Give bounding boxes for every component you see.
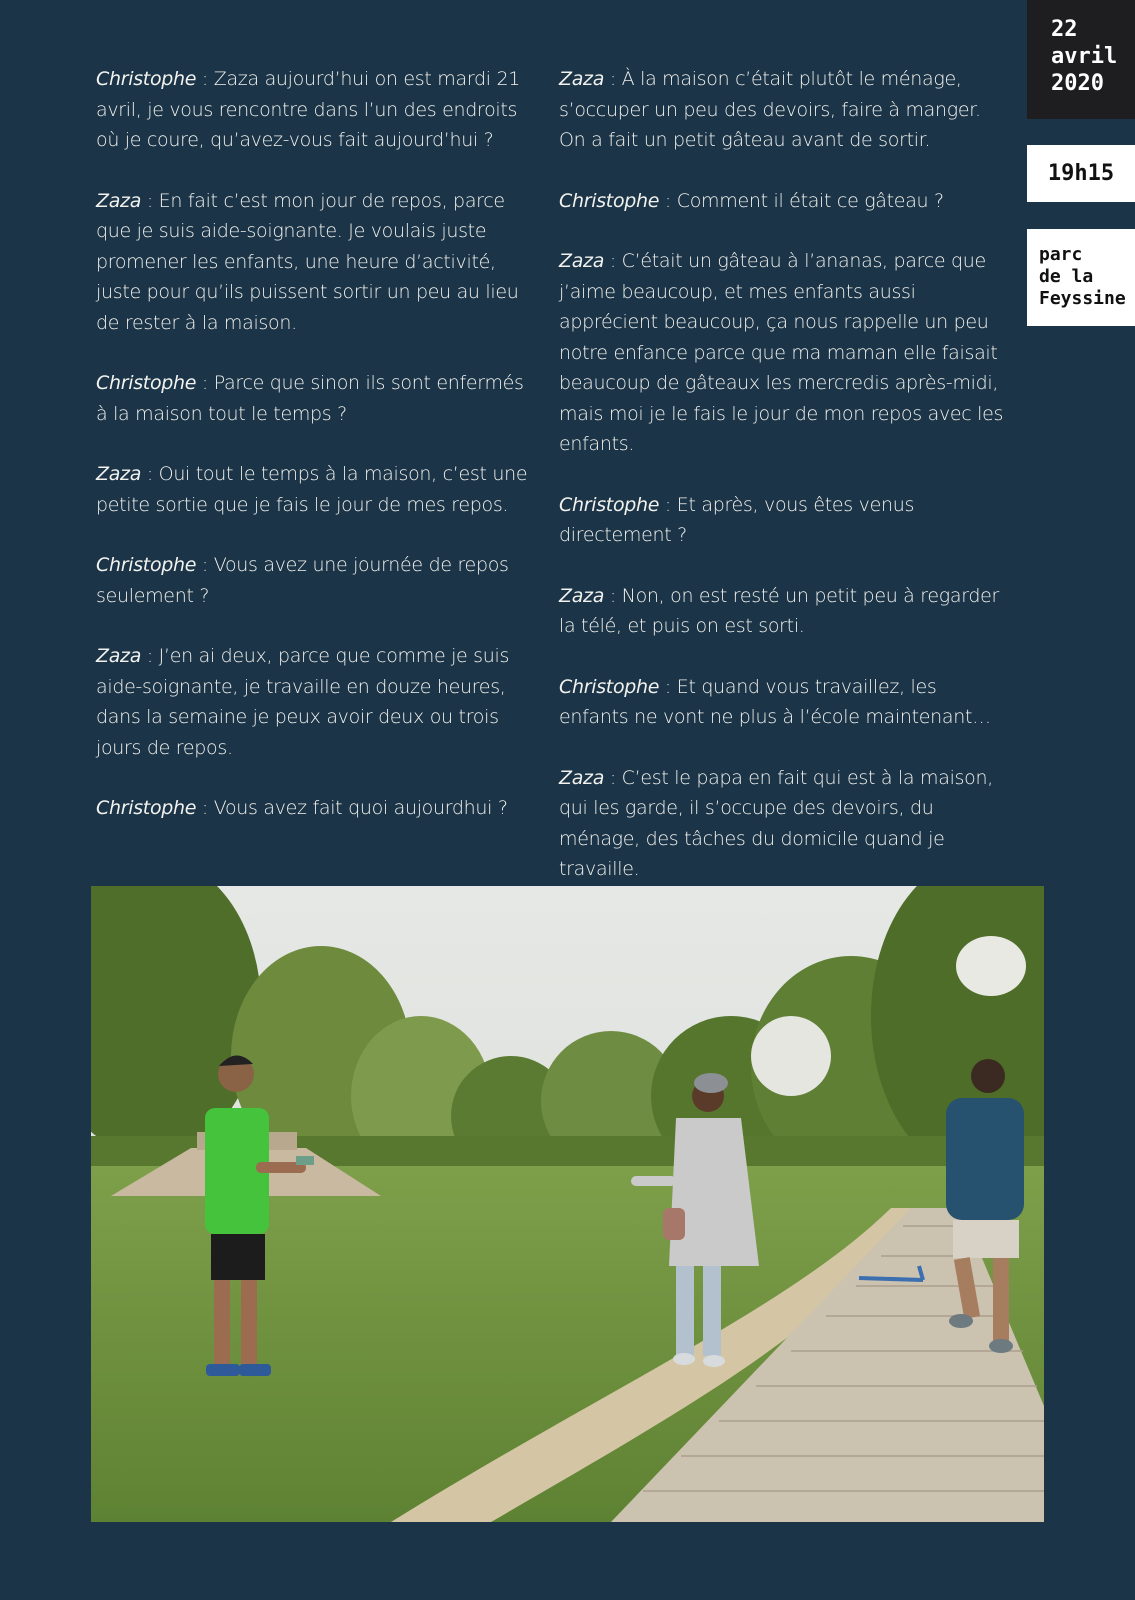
- turn-text: : Vous avez fait quoi aujourdhui ?: [196, 797, 508, 819]
- speaker-name: Zaza: [96, 645, 142, 667]
- dialogue-turn: [96, 550, 536, 611]
- speaker-name: Christophe: [559, 493, 660, 516]
- turn-text: : Oui tout le temps à la maison, c’est une petite sortie que je fais le jour de mes repos.: [96, 463, 528, 516]
- turn-text: : Et après, vous êtes venus directement ?: [559, 493, 915, 546]
- dialogue-turn: [559, 246, 1009, 460]
- date-month: avril: [1051, 44, 1118, 69]
- place-line: Feyssine: [1039, 288, 1126, 309]
- dialogue-turn: [559, 581, 1009, 642]
- park-photo: [91, 886, 1044, 1522]
- speaker-name: Christophe: [96, 372, 197, 394]
- turn-text: : J’en ai deux, parce que comme je suis aide-soignante, je travaille en douze heures, dans la semaine je peux avoir deux ou trois jours de repos.: [96, 645, 510, 759]
- dialogue-column-right: [559, 64, 1009, 915]
- turn-text: : Comment il était ce gâteau ?: [659, 189, 944, 212]
- turn-text: : Et quand vous travaillez, les enfants ne vont ne plus à l’école maintenant…: [559, 675, 991, 728]
- dialogue-turn: [559, 672, 1009, 733]
- dialogue-turn: [96, 368, 536, 429]
- date-day: 22: [1051, 17, 1078, 42]
- speaker-name: Zaza: [559, 68, 605, 90]
- dialogue-turn: [559, 186, 1009, 217]
- turn-text: : Non, on est resté un petit peu à regarder la télé, et puis on est sorti.: [559, 584, 1000, 637]
- dialogue-turn: [559, 64, 1009, 156]
- place-tag: [1027, 229, 1135, 326]
- speaker-name: Christophe: [96, 68, 197, 90]
- dialogue-turn: [96, 459, 536, 520]
- place-line: de la: [1039, 266, 1094, 287]
- dialogue-turn: [559, 763, 1009, 885]
- turn-text: : À la maison c’était plutôt le ménage, s’occuper un peu des devoirs, faire à manger. On a fait un petit gâteau avant de sortir.: [559, 68, 981, 151]
- speaker-name: Christophe: [96, 554, 197, 576]
- speaker-name: Zaza: [559, 766, 605, 789]
- speaker-name: Zaza: [559, 250, 605, 272]
- speaker-name: Zaza: [96, 189, 142, 212]
- dialogue-turn: [96, 793, 536, 824]
- dialogue-turn: [559, 490, 1009, 551]
- date-year: 2020: [1051, 71, 1104, 96]
- speaker-name: Christophe: [559, 675, 660, 698]
- dialogue-turn: [96, 641, 536, 763]
- place-line: parc: [1039, 244, 1083, 265]
- dialogue-turn: [96, 64, 536, 156]
- speaker-name: Zaza: [559, 584, 605, 607]
- speaker-name: Zaza: [96, 463, 142, 485]
- turn-text: : En fait c’est mon jour de repos, parce que je suis aide-soignante. Je voulais juste promener les enfants, une heure d’activité, juste pour qu’ils puissent sortir un peu au lieu de rester à la maison.: [96, 189, 519, 334]
- dialogue-turn: [96, 186, 536, 339]
- time-tag: 19h15: [1027, 145, 1135, 202]
- turn-text: : C’était un gâteau à l’ananas, parce que j’aime beaucoup, et mes enfants aussi apprécient beaucoup, ça nous rappelle un peu notre enfance parce que ma maman elle faisait beaucoup de gâteaux les mercredis après-midi, mais moi je le fais le jour de mon repos avec les enfants.: [559, 250, 1004, 455]
- turn-text: : Vous avez une journée de repos seulement ?: [96, 554, 509, 607]
- dialogue-column-left: [96, 64, 536, 854]
- turn-text: : Zaza aujourd’hui on est mardi 21 avril, je vous rencontre dans l’un des endroits où je coure, qu’avez-vous fait aujourd’hui ?: [96, 68, 521, 151]
- turn-text: : C’est le papa en fait qui est à la maison, qui les garde, il s’occupe des devoirs, du ménage, des tâches du domicile quand je travaille.: [559, 766, 993, 880]
- speaker-name: Christophe: [96, 797, 197, 819]
- speaker-name: Christophe: [559, 189, 660, 212]
- turn-text: : Parce que sinon ils sont enfermés à la maison tout le temps ?: [96, 372, 524, 425]
- park-scene-illustration: [91, 886, 1044, 1522]
- date-tag: [1027, 0, 1135, 119]
